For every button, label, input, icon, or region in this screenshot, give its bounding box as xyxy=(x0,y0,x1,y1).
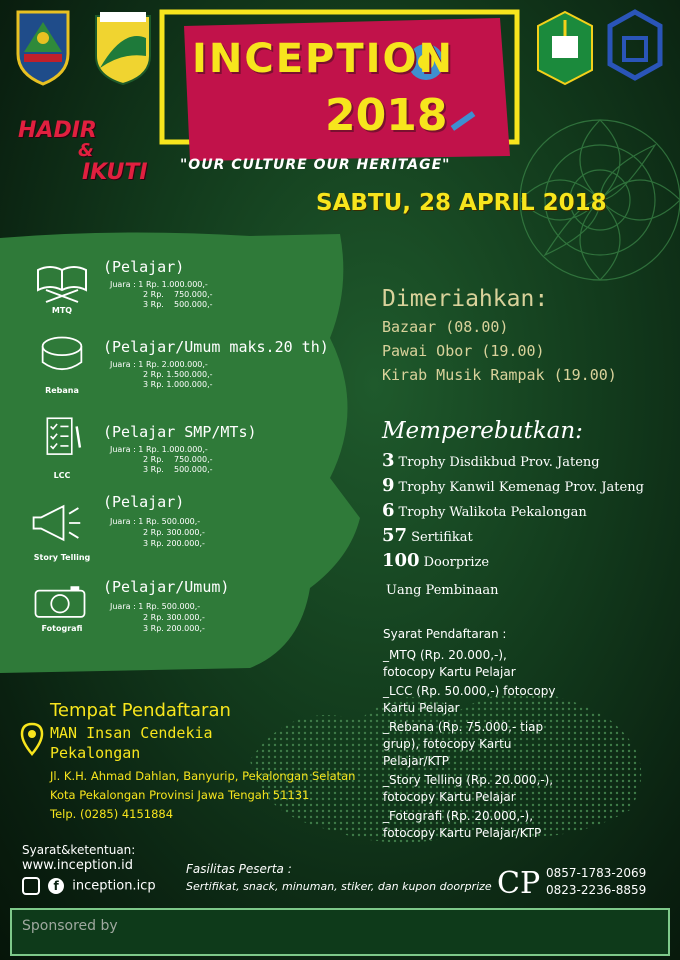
syarat-line: _Fotografi (Rp. 20.000,-), xyxy=(383,809,534,823)
competition-name: MTQ xyxy=(51,306,73,315)
hadir-ikuti-badge xyxy=(8,118,148,198)
award-text: Trophy Disdikbud Prov. Jateng xyxy=(398,455,600,470)
megaphone-icon xyxy=(28,501,84,545)
event-year: 2018 xyxy=(325,90,448,141)
checklist-icon xyxy=(34,415,90,459)
pekalongan-city-emblem-icon xyxy=(92,8,154,86)
sponsor-label: Sponsored by xyxy=(22,918,118,934)
social-row xyxy=(22,877,156,895)
title-block xyxy=(160,10,520,170)
venue-address: Jl. K.H. Ahmad Dahlan, Banyurip, Pekalongan Selatan xyxy=(50,769,356,783)
syarat-line: _Story Telling (Rp. 20.000,-), xyxy=(383,773,554,787)
prize-line: Juara : 1 Rp. 500.000,- xyxy=(110,602,201,611)
social-handle[interactable]: inception.icp xyxy=(72,878,156,894)
event-tagline: "OUR CULTURE OUR HERITAGE" xyxy=(180,157,451,173)
award-text: Doorprize xyxy=(423,555,490,570)
competition-name: Fotografi xyxy=(41,624,83,633)
award-text: Uang Pembinaan xyxy=(386,583,499,598)
prize-line: 3 Rp. 200.000,- xyxy=(143,624,205,633)
drum-icon xyxy=(34,334,90,378)
facilities-text: Sertifikat, snack, minuman, stiker, dan kupon doorprize xyxy=(186,880,492,893)
award-row xyxy=(382,550,489,571)
award-row xyxy=(382,578,498,599)
competition-category: (Pelajar) xyxy=(103,258,185,276)
prize-line: 2 Rp. 750.000,- xyxy=(143,455,213,464)
award-row xyxy=(382,500,587,521)
memperebutkan-title: Memperebutkan: xyxy=(382,418,583,444)
award-count: 6 xyxy=(382,500,395,521)
prize-line: 2 Rp. 750.000,- xyxy=(143,290,213,299)
competition-mtq xyxy=(0,260,360,330)
award-text: Sertifikat xyxy=(411,530,473,545)
competition-story-telling xyxy=(0,495,360,565)
prize-line: Juara : 1 Rp. 1.000.000,- xyxy=(110,280,208,289)
syarat-line: fotocopy Kartu Pelajar xyxy=(383,665,516,679)
contact-label: CP xyxy=(497,866,541,901)
contact-phone: 0823-2236-8859 xyxy=(546,883,647,897)
competition-category: (Pelajar) xyxy=(103,493,185,511)
award-text: Trophy Walikota Pekalongan xyxy=(398,505,587,520)
competition-category: (Pelajar/Umum maks.20 th) xyxy=(103,338,329,356)
dimeriahkan-item: Kirab Musik Rampak (19.00) xyxy=(382,366,617,384)
award-count: 3 xyxy=(382,450,395,471)
competition-category: (Pelajar/Umum) xyxy=(103,578,230,596)
syarat-line: grup), fotocopy Kartu xyxy=(383,737,512,751)
award-count: 100 xyxy=(382,550,420,571)
prize-line: Juara : 1 Rp. 1.000.000,- xyxy=(110,445,208,454)
prize-line: 3 Rp. 200.000,- xyxy=(143,539,205,548)
man-ic-logo-icon xyxy=(604,8,666,86)
award-count: 9 xyxy=(382,475,395,496)
dimeriahkan-title: Dimeriahkan: xyxy=(382,286,549,312)
competition-name: Rebana xyxy=(45,386,79,395)
central-java-emblem-icon xyxy=(12,8,74,86)
location-pin-icon xyxy=(20,722,44,756)
terms-label: Syarat&ketentuan: xyxy=(22,843,136,857)
dimeriahkan-item: Bazaar (08.00) xyxy=(382,318,509,336)
syarat-line: Kartu Pelajar xyxy=(383,701,460,715)
website-link[interactable]: www.inception.id xyxy=(22,858,133,873)
competition-rebana xyxy=(0,340,360,410)
prize-line: 2 Rp. 300.000,- xyxy=(143,613,205,622)
prize-line: Juara : 1 Rp. 2.000.000,- xyxy=(110,360,208,369)
prize-line: 2 Rp. 300.000,- xyxy=(143,528,205,537)
award-row xyxy=(382,525,473,546)
facebook-icon[interactable]: f xyxy=(48,878,64,894)
venue-title: Tempat Pendaftaran xyxy=(50,700,231,721)
award-text: Trophy Kanwil Kemenag Prov. Jateng xyxy=(398,480,644,495)
competition-category: (Pelajar SMP/MTs) xyxy=(103,423,257,441)
venue-phone: Telp. (0285) 4151884 xyxy=(50,807,174,821)
prize-line: 3 Rp. 500.000,- xyxy=(143,465,213,474)
venue-name: Pekalongan xyxy=(50,744,141,762)
syarat-title: Syarat Pendaftaran : xyxy=(383,627,507,641)
ampersand-word: & xyxy=(78,140,94,161)
award-count: 57 xyxy=(382,525,408,546)
event-date: SABTU, 28 APRIL 2018 xyxy=(316,190,607,216)
prize-line: 3 Rp. 500.000,- xyxy=(143,300,213,309)
syarat-line: _LCC (Rp. 50.000,-) fotocopy xyxy=(383,684,556,698)
kemenag-emblem-icon xyxy=(534,8,596,86)
syarat-line: fotocopy Kartu Pelajar xyxy=(383,790,516,804)
competition-name: Story Telling xyxy=(33,553,91,562)
facilities-title: Fasilitas Peserta : xyxy=(186,862,292,876)
syarat-line: _MTQ (Rp. 20.000,-), xyxy=(383,648,507,662)
competition-lcc xyxy=(0,425,360,495)
prize-line: 3 Rp. 1.000.000,- xyxy=(143,380,213,389)
competition-list xyxy=(0,225,370,675)
contact-phone: 0857-1783-2069 xyxy=(546,866,647,880)
quran-icon xyxy=(34,260,90,304)
prize-line: Juara : 1 Rp. 500.000,- xyxy=(110,517,201,526)
award-row xyxy=(382,475,644,496)
dimeriahkan-item: Pawai Obor (19.00) xyxy=(382,342,545,360)
venue-name: MAN Insan Cendekia xyxy=(50,724,213,742)
competition-name: LCC xyxy=(53,471,71,480)
sponsor-box xyxy=(10,908,670,956)
award-row xyxy=(382,450,600,471)
syarat-line: _Rebana (Rp. 75.000,- tiap xyxy=(383,720,544,734)
syarat-line: fotocopy Kartu Pelajar/KTP xyxy=(383,826,542,840)
competition-fotografi xyxy=(0,580,360,650)
venue-address: Kota Pekalongan Provinsi Jawa Tengah 51131 xyxy=(50,788,310,802)
syarat-line: Pelajar/KTP xyxy=(383,754,450,768)
ikuti-word: IKUTI xyxy=(82,160,148,185)
instagram-icon[interactable] xyxy=(22,877,40,895)
camera-icon xyxy=(32,580,88,624)
event-title: INCEPTION xyxy=(192,36,455,82)
hadir-word: HADIR xyxy=(18,118,97,143)
prize-line: 2 Rp. 1.500.000,- xyxy=(143,370,213,379)
